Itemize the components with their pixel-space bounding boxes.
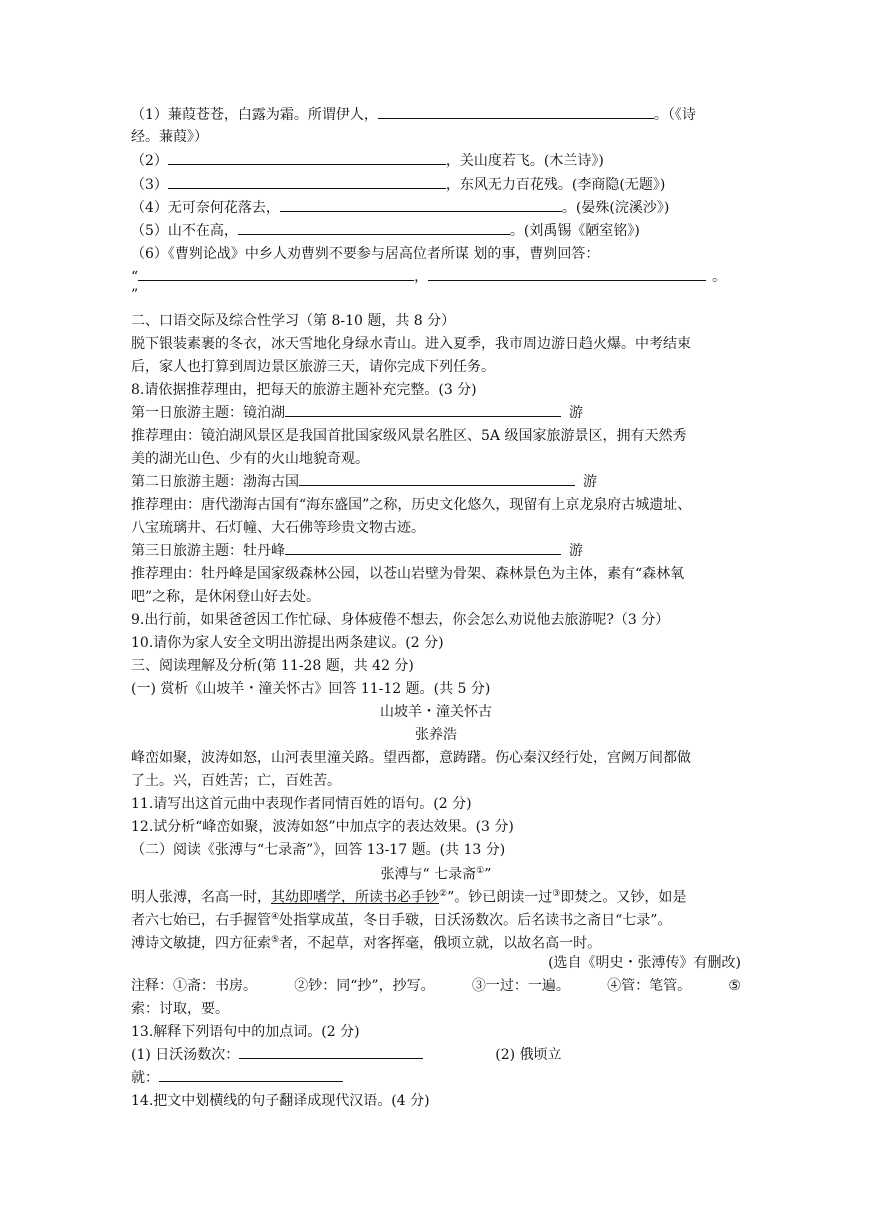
q13-prompt: 13.解释下列语句中的加点词。(2 分) xyxy=(131,1024,360,1040)
q7-item4-text: （4）无可奈何花落去， xyxy=(131,200,280,216)
note-5-mark: ⑤ xyxy=(728,978,741,994)
q13-item2-label: (2) 俄顷立 xyxy=(495,1047,562,1063)
q7-item3-num: （3） xyxy=(131,177,168,193)
section2-title: 二、口语交际及综合性学习（第 8-10 题，共 8 分） xyxy=(131,313,456,329)
passage-2b: 处指掌成茧，冬日手皲，日沃汤数次。后名读书之斋日“七录”。 xyxy=(279,912,672,929)
q7-item2 xyxy=(131,150,741,172)
q7-item6-blank-1[interactable] xyxy=(138,266,414,281)
q7-item1 xyxy=(131,104,741,126)
passage-line-3 xyxy=(131,929,741,955)
day3-reason-1: 推荐理由：牡丹峰是国家级森林公园，以苍山岩壁为骨架、森林景色为主体，素有“森林氧 xyxy=(131,566,685,582)
q7-item3-text: ，东风无力百花残。(李商隐(无题》) xyxy=(445,177,666,193)
poem-title: 山坡羊・潼关怀古 xyxy=(380,704,492,720)
q13-item2-cont xyxy=(131,1067,741,1089)
day1-theme-suffix: 游 xyxy=(569,405,583,421)
passage-3b: 者，不起草，对客挥毫，俄顷立就，以故名高一时。 xyxy=(279,935,602,952)
q7-item6-quote-close: ” xyxy=(131,287,139,303)
q7-item6-comma: ， xyxy=(414,269,429,285)
q7-item1-cont: 经。蒹葭》） xyxy=(131,129,208,145)
q9-prompt: 9.出行前，如果爸爸因工作忙碌、身体疲倦不想去，你会怎么劝说他去旅游呢?（3 分） xyxy=(131,612,670,628)
passage-line-2 xyxy=(131,906,741,932)
passage-3a: 溥诗文敏捷，四方征索 xyxy=(131,935,271,952)
text-title-end: ” xyxy=(484,866,492,883)
day2-theme-suffix: 游 xyxy=(583,474,597,490)
note-3: ③一过：一遍。 xyxy=(471,978,570,994)
notes-line-2: 索：讨取，要。 xyxy=(131,1001,229,1017)
q13-item1-blank[interactable] xyxy=(239,1044,423,1059)
q7-item5-blank[interactable] xyxy=(238,220,510,235)
q13-items xyxy=(131,1044,741,1066)
note-mark-4: ④ xyxy=(271,912,280,922)
day2-theme-label: 第二日旅游主题：渤海古国 xyxy=(131,474,299,490)
day2-reason-1: 推荐理由：唐代渤海古国有“海东盛国”之称，历史文化悠久，现留有上京龙泉府古城遗址、 xyxy=(131,497,692,513)
q7-item4-text-b: 。(晏殊(浣溪沙》) xyxy=(561,200,670,216)
q7-item2-blank[interactable] xyxy=(168,150,446,165)
passage-underlined-sentence: 其幼即嗜学，所读书必手钞 xyxy=(271,889,439,906)
day1-theme-blank[interactable] xyxy=(285,402,561,417)
q8-prompt: 8.请依据推荐理由，把每天的旅游主题补充完整。(3 分) xyxy=(131,382,477,398)
part1-title: (一) 赏析《山坡羊・潼关怀古》回答 11-12 题。(共 5 分) xyxy=(131,681,491,697)
passage-2a: 者六七始已，右手握管 xyxy=(131,912,271,929)
q12-prompt: 12.试分析“峰峦如聚，波涛如怒”中加点字的表达效果。(3 分) xyxy=(131,819,514,835)
day2-theme-blank[interactable] xyxy=(299,471,575,486)
day1-theme-label: 第一日旅游主题：镜泊湖 xyxy=(131,405,285,421)
q13-item2-blank[interactable] xyxy=(159,1067,343,1082)
section3-title: 三、阅读理解及分析(第 11-28 题，共 42 分) xyxy=(131,658,414,674)
q7-item6-quote-open: “ xyxy=(131,269,139,285)
text-title-note: ① xyxy=(476,866,485,876)
q11-prompt: 11.请写出这首元曲中表现作者同情百姓的语句。(2 分) xyxy=(131,796,472,812)
q7-item3-blank[interactable] xyxy=(168,174,446,189)
q7-item5-text: （5）山不在高， xyxy=(131,223,238,239)
day3-theme-label: 第三日旅游主题：牡丹峰 xyxy=(131,543,285,559)
passage-line-1 xyxy=(131,883,741,909)
poem-author: 张养浩 xyxy=(415,727,457,743)
day3-theme-suffix: 游 xyxy=(569,543,583,559)
section2-intro-1: 脱下银装素裹的冬衣，冰天雪地化身绿水青山。进入夏季，我市周边游日趋火爆。中考结束 xyxy=(131,336,691,352)
day2-reason-2: 八宝琉璃井、石灯幢、大石佛等珍贵文物古迹。 xyxy=(131,520,425,536)
q7-item2-text: ，关山度若飞。(木兰诗》) xyxy=(445,153,604,169)
q13-item2-label-end: 就： xyxy=(131,1070,159,1086)
day3-reason-2: 吧”之称，是休闲登山好去处。 xyxy=(131,589,321,605)
q7-item1-text: （1）蒹葭苍苍，白露为霜。所谓伊人， xyxy=(131,107,378,123)
note-2: ②钞：同“抄”，抄写。 xyxy=(294,978,435,994)
passage-source: (选自《明史・张溥传》有删改) xyxy=(548,955,741,971)
note-mark-3: ③ xyxy=(552,889,561,899)
q13-item1-label: (1) 日沃汤数次： xyxy=(131,1047,240,1063)
day1-reason-1: 推荐理由：镜泊湖风景区是我国首批国家级风景名胜区、5A 级国家旅游景区，拥有天然秀 xyxy=(131,428,687,444)
q10-prompt: 10.请你为家人安全文明出游提出两条建议。(2 分) xyxy=(131,635,444,651)
q7-item3 xyxy=(131,174,741,196)
day1-reason-2: 美的湖光山色、少有的火山地貌奇观。 xyxy=(131,451,369,467)
part2-title: （二）阅读《张溥与“七录斋”》，回答 13-17 题。(共 13 分) xyxy=(131,842,506,858)
day3-theme xyxy=(131,540,741,562)
passage-1a: 明人张溥，名高一时， xyxy=(131,889,271,906)
q7-item4 xyxy=(131,197,741,219)
note-mark-2: ② xyxy=(439,889,448,899)
note-mark-5: ⑤ xyxy=(271,935,280,945)
q7-item4-blank[interactable] xyxy=(280,197,562,212)
q7-item2-num: （2） xyxy=(131,153,168,169)
note-4: ④管：笔管。 xyxy=(607,978,692,994)
notes-line-1 xyxy=(131,975,741,997)
section2-intro-2: 后，家人也打算到周边景区旅游三天，请你完成下列任务。 xyxy=(131,359,495,375)
note-1: 注释：①斋：书房。 xyxy=(131,978,257,994)
day1-theme xyxy=(131,402,741,424)
q14-prompt: 14.把文中划横线的句子翻译成现代汉语。(4 分) xyxy=(131,1093,430,1109)
passage-1c: 即焚之。又钞，如是 xyxy=(560,889,687,906)
q7-item5-text-b: 。(刘禹锡《陋室铭》) xyxy=(509,223,640,239)
day2-theme xyxy=(131,471,741,493)
q7-item6-period: 。 xyxy=(712,269,727,285)
day3-theme-blank[interactable] xyxy=(285,540,561,555)
q7-item5 xyxy=(131,220,741,242)
q7-item6-blank-2[interactable] xyxy=(428,266,706,281)
text-title-main: 张溥与“ 七录斋 xyxy=(380,866,477,883)
passage-1b: ”。钞已朗读一过 xyxy=(447,889,553,906)
q7-item6: （6）《曹刿论战》中乡人劝曹刿不要参与居高位者所谋 划的事，曹刿回答： xyxy=(131,246,600,262)
poem-line-1: 峰峦如聚，波涛如怒，山河表里潼关路。望西都，意踌躇。伤心秦汉经行处，宫阙万间都做 xyxy=(131,750,691,766)
q7-item1-blank[interactable] xyxy=(378,104,654,119)
q7-item1-text-b: 。（《诗 xyxy=(653,107,696,123)
text-title xyxy=(131,860,741,886)
poem-line-2: 了土。兴，百姓苦；亡，百姓苦。 xyxy=(131,773,341,789)
